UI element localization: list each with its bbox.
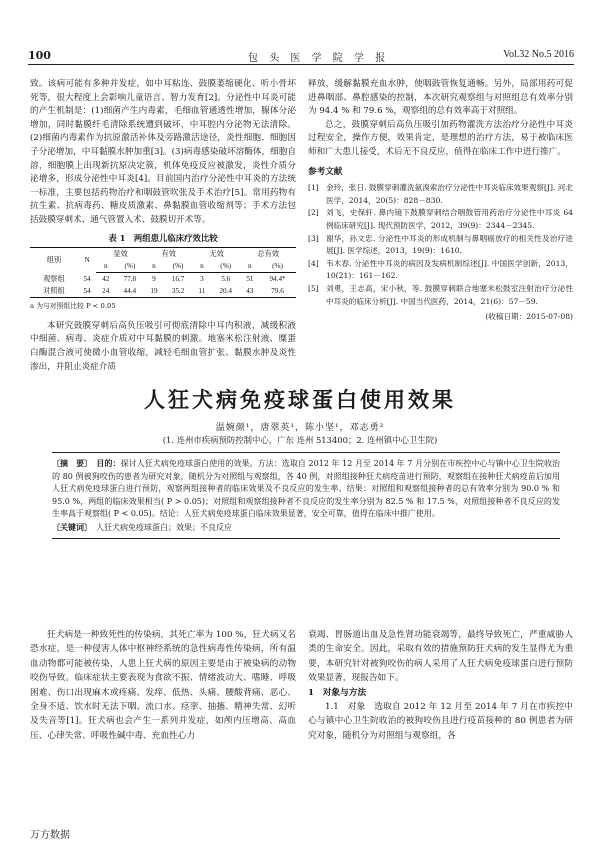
reference-text: 刘勇，王志高，宋小秋，等. 鼓膜穿刺联合地塞米松鼓室注射治疗分泌性中耳炎的临床分析[J]. 中国当代医药，2014，21(6)：57－59. xyxy=(326,283,573,306)
table-cell: 20.4 xyxy=(211,285,241,298)
article-title: 人狂犬病免疫球蛋白使用效果 xyxy=(144,387,456,412)
reference-text: 韦木春. 分泌性中耳炎的病因及发病机制综述[J]. 中国医学创新，2013，10(21)：161－162. xyxy=(326,258,573,281)
table-cell: 43 xyxy=(240,285,259,298)
discussion-paragraph: 本研究鼓膜穿刺后高负压吸引可彻底清除中耳内积液，减缓积液中细菌、病毒、炎症介质对中耳黏膜的刺激。地塞米松注射液、糜蛋白酶混合液可使微小血管收缩，减轻毛细血管扩张、黏膜水肿及炎性渗出，并阻止炎症介质 xyxy=(30,320,296,372)
reference-number: [3] xyxy=(308,233,319,243)
reference-item xyxy=(308,182,573,207)
table-cell: 对照组 xyxy=(30,285,78,298)
reference-item xyxy=(308,233,573,258)
table-cell: 42 xyxy=(102,275,110,284)
volume-info: Vol.32 No.5 2016 xyxy=(503,49,574,60)
subheader: n xyxy=(145,260,164,273)
abstract-text: 探讨人狂犬病免疫球蛋白使用的效果。方法：选取自 2012 年 12 月至 2014 年 7 月分别在市疾控中心与镇中心卫生院收治的 80 例被狗咬伤的患者为研究对象，随机分为对照组与观察组，各 40 例，对照组接种狂犬病疫苗进行预防，观察组在接种狂犬病疫苗后加用人狂犬病免疫球蛋白进行预防，观察两组接种者的临床效果及不良反应的发生率。结果：对照组和观察组接种者的总有效率分别为 90.0 % 和 95.0 %，两组的临床效果相当( P > 0.05)；对照组和观察组接种者不良反应的发生率分别为 82.5 % 和 17.5 %，对照组接种者不良反应的发生率高于观察组( P < 0.05)。结论：人狂犬病免疫球蛋白临床效果显著，安全可靠，值得在临床中推广使用。 xyxy=(52,459,561,519)
table-title: 表 1 两组患儿临床疗效比较 xyxy=(108,232,218,243)
abstract-label: 〔摘 要〕 xyxy=(52,458,89,468)
table-cell: 35.2 xyxy=(163,285,193,298)
col-header-ineffective: 无效 xyxy=(193,248,241,261)
subheader: (%) xyxy=(163,260,193,273)
discussion-paragraph: 释放，缓解黏膜充血水肿，使咽鼓管恢复通畅。另外，局部用药可促进鼻咽部、鼻腔感染的控制，本次研究观察组与对照组总有效率分别为 94.4 % 和 79.6 %，观察组的总有效率高于对照组。 xyxy=(308,79,573,117)
col-header-n: N xyxy=(78,248,97,273)
references-heading: 参考文献 xyxy=(308,166,343,177)
col-header-effective: 有效 xyxy=(145,248,193,261)
table-row xyxy=(30,285,296,298)
discussion-paragraph: 致。该病可能有多种并发症，如中耳粘连、鼓膜萎缩硬化、听小骨坏死等，很大程度上会影响儿童语言、智力发育[2]。分泌性中耳炎可能的产生机制是：(1)细菌产生内毒素，毛细血管通透性增加，腺体分泌增加，同时黏膜纤毛清除系统遭到破坏，中耳腔内分泌物无法清除。(2)细菌内毒素作为抗原激活补体及旁路激活途径，炎性细胞、细胞因子分泌增加，中耳黏膜水肿加重[3]。(3)病毒感染破坏溶酶体，细胞自溶，细胞膜上出现新抗原决定簇，机体免疫反应被激发，炎性介质分泌增多，形成分泌性中耳炎[4]。目前国内治疗分泌性中耳炎的方法统一标准，主要包括药物治疗和咽鼓管吹张及手术治疗[5]。常用药物有抗生素、抗病毒药、糖皮质激素、鼻黏膜血管收缩剂等；手术方法包括鼓膜穿刺术、通气管置入术、鼓膜切开术等。 xyxy=(30,79,296,225)
table-cell: 79.6 xyxy=(259,285,296,298)
reference-text: 谢华，孙文忠. 分泌性中耳炎的形成机制与鼻咽癌放疗的相关性及治疗进展[J]. 医学综述，2013，19(9)：1610. xyxy=(326,233,573,256)
subheader: (%) xyxy=(211,260,241,273)
table-cell: 77.8 xyxy=(123,275,137,284)
section-heading: 1 对象与方法 xyxy=(308,687,367,698)
subheader: (%) xyxy=(115,260,145,273)
table-cell: 9 xyxy=(152,275,156,284)
journal-name: 包 头 医 学 院 学 报 xyxy=(248,53,390,64)
efficacy-table xyxy=(30,247,296,298)
article-affiliation: (1. 连州市疾病预防控制中心，广东 连州 513400；2. 连州镇中心卫生院) xyxy=(162,435,438,445)
reference-item xyxy=(308,283,573,308)
col-header-marked: 显效 xyxy=(96,248,144,261)
keywords-text: 人狂犬病免疫球蛋白；效果；不良反应 xyxy=(96,522,232,532)
table-cell: 19 xyxy=(145,285,164,298)
purpose-label: 目的： xyxy=(96,458,121,468)
table-cell: 观察组 xyxy=(43,274,65,283)
left-column-top xyxy=(30,78,296,374)
reference-text: 刘飞，史保轩. 鼻内镜下鼓膜穿刺结合咽鼓管用药治疗分泌性中耳炎 64 例临床研究[J]. 现代预防医学，2012，39(9)：2344－2345. xyxy=(326,208,573,230)
table-cell: 3 xyxy=(200,275,204,284)
table-cell: 16.7 xyxy=(171,275,185,284)
subheader: n xyxy=(240,260,259,273)
reference-number: [1] xyxy=(308,183,319,193)
table-row xyxy=(30,273,296,286)
reference-text: 金玲，张日. 鼓膜穿刺灌洗氨溴索治疗分泌性中耳炎临床效果观察[J]. 河北医学，2014，20(5)：828－830. xyxy=(326,183,573,205)
intro-paragraph: 狂犬病是一种致死性的传染病，其死亡率为 100 %，狂犬病又名恐水症，是一种侵害人体中枢神经系统的急性病毒性传染病，所有温血动物都可能被传染，人患上狂犬病的原因主要是由于被染病的动物咬伤导致。临床症状主要表现为食欲不振、情绪波动大、嗜睡、呼吸困难、伤口出现麻木或疼痛、发痒、低热、头痛、腰酸背痛、恶心、全身不适、饮水时无法下咽、流口水、痉挛、抽搐、精神失常、幻听及失音等[1]。狂犬病也会产生一系列并发症，如颅内压增高、高血压、心律失常、呼吸性碱中毒、充血性心力 xyxy=(30,630,296,741)
col-header-total: 总有效 xyxy=(240,248,296,261)
reference-item xyxy=(308,207,573,232)
intro-paragraph: 衰竭、胃肠道出血及急性肾功能衰竭等，最终导致死亡，严重威胁人类的生命安全。因此，采取有效的措施预防狂犬病的发生显得尤为重要，本研究针对被狗咬伤的病人采用了人狂犬病免疫球蛋白进行预防效果显著，现报告如下。 xyxy=(308,630,573,684)
reference-item xyxy=(308,258,573,283)
conclusion-paragraph: 总之，鼓膜穿刺后高负压吸引加药物灌洗方法治疗分泌性中耳炎过程安全，操作方便，效果肯定，是理想的治疗方法，易于被临床医师和广大患儿接受，术后无不良反应，值得在临床工作中进行推广。 xyxy=(308,119,573,157)
subheader: (%) xyxy=(259,260,296,273)
footer-brand: 万方数据 xyxy=(30,830,70,841)
received-date: (收稿日期：2015-07-08) xyxy=(485,312,573,322)
col-header-group: 组别 xyxy=(30,248,78,273)
subheader: n xyxy=(193,260,211,273)
table-cell: 11 xyxy=(193,285,211,298)
table-cell: 44.4 xyxy=(115,285,145,298)
running-header xyxy=(28,46,574,65)
reference-number: [5] xyxy=(308,283,319,293)
subheader: n xyxy=(96,260,115,273)
table-cell: 51 xyxy=(246,275,254,284)
table-cell: 54 xyxy=(78,285,97,298)
keywords-label: 〔关键词〕 xyxy=(52,521,88,532)
abstract-block xyxy=(52,452,560,539)
article-authors: 温婉颜¹，唐翠英¹，陈小坚¹，邓志勇² xyxy=(215,423,385,433)
table-cell: 54 xyxy=(83,274,91,283)
table-cell: 5.6 xyxy=(221,275,231,284)
table-note: a 为与对照组比较 P < 0.05 xyxy=(30,302,116,311)
methods-paragraph: 1.1 对象 选取自 2012 年 12 月至 2014 年 7 月在市疾控中心与镇中心卫生院收治的被狗咬伤且进行疫苗接种的 80 例患者为研究对象，随机分为对照组与观察组，各 xyxy=(308,702,573,741)
table-cell: 24 xyxy=(96,285,115,298)
page-number: 100 xyxy=(28,49,51,62)
reference-number: [2] xyxy=(308,208,319,218)
body-left-column xyxy=(30,628,296,743)
table-cell: 94.4* xyxy=(269,275,286,284)
right-column-top xyxy=(308,78,573,324)
reference-number: [4] xyxy=(308,258,319,268)
body-right-column xyxy=(308,628,573,743)
